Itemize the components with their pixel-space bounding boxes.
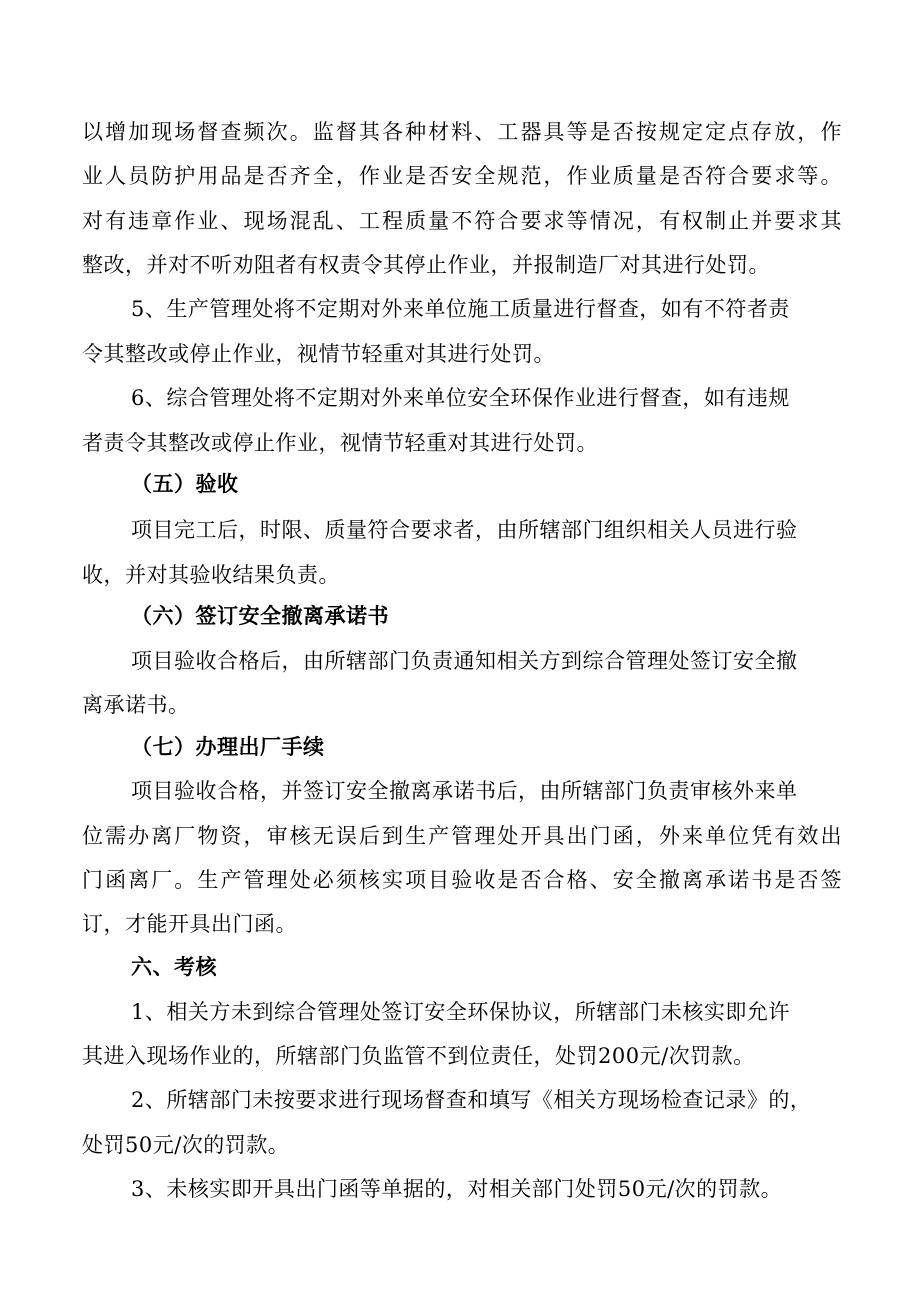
list-item-3: 3、未核实即开具出门函等单据的，对相关部门处罚50元/次的罚款。 [131,1177,783,1201]
paragraph-line: 者责令其整改或停止作业，视情节轻重对其进行处罚。 [82,431,598,455]
paragraph-line: 对有违章作业、现场混乱、工程质量不符合要求等情况，有权制止并要求其 [82,209,842,233]
paragraph-line: 订，才能开具出门函。 [82,912,297,936]
paragraph-line: 以增加现场督查频次。监督其各种材料、工器具等是否按规定定点存放，作 [82,120,842,144]
section-heading-acceptance: （五）验收 [131,471,239,496]
paragraph-line: 其进入现场作业的，所辖部门负监管不到位责任，处罚200元/次罚款。 [82,1044,755,1068]
list-item-5: 5、生产管理处将不定期对外来单位施工质量进行督查，如有不符者责 [131,297,790,321]
paragraph-line: 离承诺书。 [82,693,190,717]
list-item-2: 2、所辖部门未按要求进行现场督查和填写《相关方现场检查记录》的， [131,1088,812,1112]
section-heading-withdrawal-pledge: （六）签订安全撤离承诺书 [131,603,389,628]
paragraph-line: 业人员防护用品是否齐全，作业是否安全规范，作业质量是否符合要求等。 [82,164,842,188]
paragraph-line: 项目验收合格后，由所辖部门负责通知相关方到综合管理处签订安全撤 [131,649,798,673]
paragraph-line: 位需办离厂物资，审核无误后到生产管理处开具出门函，外来单位凭有效出 [82,824,842,848]
list-item-1: 1、相关方未到综合管理处签订安全环保协议，所辖部门未核实即允许 [131,1000,790,1024]
paragraph-line: 门函离厂。生产管理处必须核实项目验收是否合格、安全撤离承诺书是否签 [82,868,842,892]
paragraph-line: 项目完工后，时限、质量符合要求者，由所辖部门组织相关人员进行验 [131,518,798,542]
paragraph-line: 令其整改或停止作业，视情节轻重对其进行处罚。 [82,342,555,366]
paragraph-line: 项目验收合格，并签订安全撤离承诺书后，由所辖部门负责审核外来单 [131,779,798,803]
section-heading-exit-procedure: （七）办理出厂手续 [131,734,325,759]
paragraph-line: 处罚50元/次的罚款。 [82,1133,290,1157]
list-item-6: 6、综合管理处将不定期对外来单位安全环保作业进行督查，如有违规 [131,386,790,410]
section-heading-assessment: 六、考核 [131,954,217,979]
paragraph-line: 收，并对其验收结果负责。 [82,563,340,587]
paragraph-line: 整改，并对不听劝阻者有权责令其停止作业，并报制造厂对其进行处罚。 [82,253,770,277]
